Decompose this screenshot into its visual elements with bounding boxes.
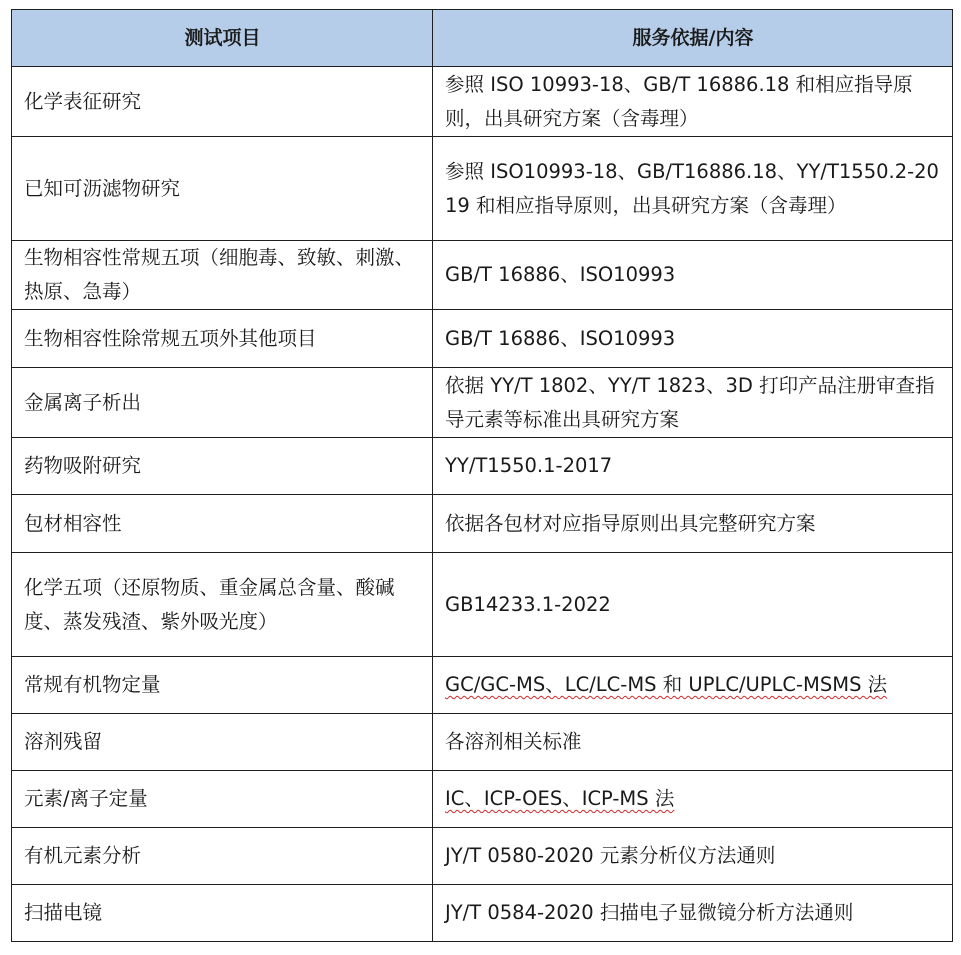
- table-header-row: [12, 10, 953, 67]
- test-item-text: 药物吸附研究: [24, 454, 142, 477]
- basis-text: GB/T 16886、ISO10993: [445, 263, 676, 286]
- table-row: [12, 310, 953, 368]
- test-item-cell: [12, 67, 433, 137]
- basis-cell: [433, 553, 953, 657]
- basis-text: 各溶剂相关标准: [445, 730, 582, 753]
- test-item-cell: [12, 438, 433, 495]
- table-row: [12, 67, 953, 137]
- basis-cell: [433, 771, 953, 828]
- test-item-text: 有机元素分析: [24, 844, 142, 867]
- basis-cell: [433, 368, 953, 438]
- test-item-text: 化学表征研究: [24, 89, 142, 113]
- test-item-text: 已知可沥滤物研究: [24, 176, 181, 200]
- test-item-cell: [12, 885, 433, 942]
- test-item-text: 溶剂残留: [24, 730, 103, 753]
- basis-text: YY/T1550.1-2017: [445, 454, 613, 477]
- basis-text: 依据各包材对应指导原则出具完整研究方案: [445, 511, 816, 535]
- basis-cell: [433, 67, 953, 137]
- test-item-cell: [12, 310, 433, 368]
- table-row: [12, 368, 953, 438]
- test-item-cell: [12, 771, 433, 828]
- test-item-cell: [12, 553, 433, 657]
- basis-cell: [433, 657, 953, 714]
- header-test-item: 测试项目: [12, 10, 433, 67]
- test-item-text: 元素/离子定量: [24, 787, 148, 810]
- test-item-text: 金属离子析出: [24, 390, 142, 414]
- test-item-cell: [12, 495, 433, 553]
- basis-cell: [433, 310, 953, 368]
- table-row: [12, 137, 953, 241]
- test-item-cell: [12, 241, 433, 310]
- table-row: [12, 495, 953, 553]
- table-row: [12, 553, 953, 657]
- basis-cell: [433, 828, 953, 885]
- test-item-text: 化学五项（还原物质、重金属总含量、酸碱度、蒸发残渣、紫外吸光度）: [24, 575, 395, 633]
- table-row: [12, 714, 953, 771]
- basis-text: IC、ICP-OES、ICP-MS 法: [445, 787, 675, 810]
- test-item-text: 扫描电镜: [24, 901, 103, 924]
- test-item-text: 生物相容性常规五项（细胞毒、致敏、刺激、热原、急毒）: [24, 246, 415, 303]
- basis-text: GB14233.1-2022: [445, 592, 611, 616]
- test-item-cell: [12, 657, 433, 714]
- basis-text: 参照 ISO10993-18、GB/T16886.18、YY/T1550.2-2019 和相应指导原则，出具研究方案（含毒理）: [445, 159, 939, 217]
- basis-cell: [433, 885, 953, 942]
- test-item-cell: [12, 368, 433, 438]
- test-item-text: 常规有机物定量: [24, 673, 161, 696]
- table-row: [12, 657, 953, 714]
- table-row: [12, 438, 953, 495]
- basis-text: JY/T 0584-2020 扫描电子显微镜分析方法通则: [445, 901, 854, 924]
- basis-text: 依据 YY/T 1802、YY/T 1823、3D 打印产品注册审查指导元素等标准出具研究方案: [445, 373, 935, 431]
- header-service-basis: 服务依据/内容: [433, 10, 953, 67]
- basis-cell: [433, 438, 953, 495]
- basis-text: GB/T 16886、ISO10993: [445, 326, 676, 350]
- test-item-text: 包材相容性: [24, 511, 122, 535]
- service-table: [11, 9, 953, 942]
- test-item-cell: [12, 137, 433, 241]
- basis-cell: [433, 241, 953, 310]
- basis-text: JY/T 0580-2020 元素分析仪方法通则: [445, 844, 776, 867]
- test-item-cell: [12, 828, 433, 885]
- basis-cell: [433, 137, 953, 241]
- table-row: [12, 885, 953, 942]
- test-item-text: 生物相容性除常规五项外其他项目: [24, 326, 317, 350]
- table-row: [12, 771, 953, 828]
- test-item-cell: [12, 714, 433, 771]
- table-row: [12, 241, 953, 310]
- basis-cell: [433, 714, 953, 771]
- basis-text: GC/GC-MS、LC/LC-MS 和 UPLC/UPLC-MSMS 法: [445, 673, 888, 696]
- basis-text: 参照 ISO 10993-18、GB/T 16886.18 和相应指导原则，出具研究方案（含毒理）: [445, 72, 913, 130]
- basis-cell: [433, 495, 953, 553]
- table-row: [12, 828, 953, 885]
